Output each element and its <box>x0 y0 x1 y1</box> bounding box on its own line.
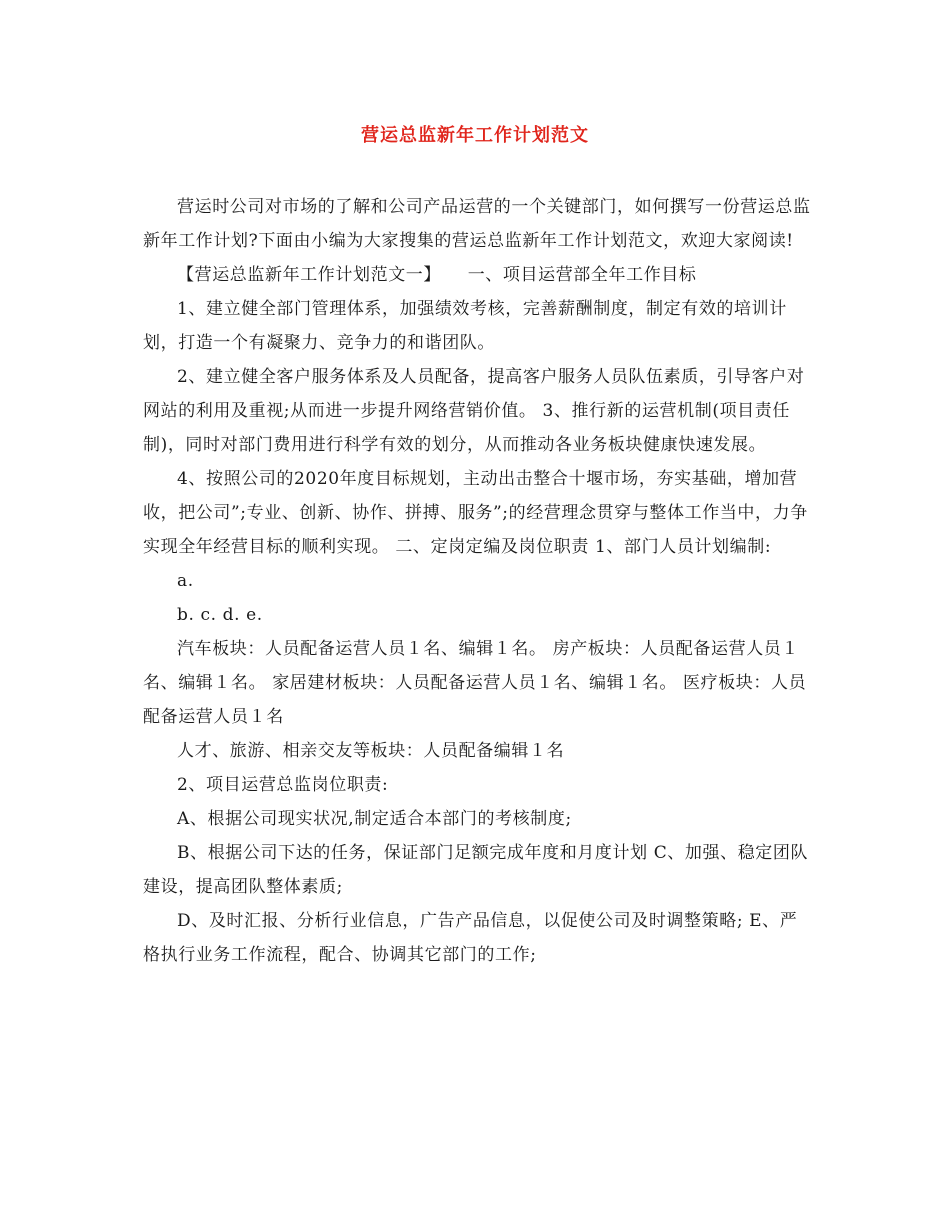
paragraph-list-a: a. <box>177 571 194 591</box>
paragraph-goal-4: 4、按照公司的2020年度目标规划，主动出击整合十堰市场，夯实基础，增加营收，把公司”;专业、创新、协作、拼搏、服务”;的经营理念贯穿与整体工作当中，力争实现全年经营目标的顺利实现。 二、定岗定编及岗位职责 1、部门人员计划编制: <box>143 469 808 557</box>
document-title: 营运总监新年工作计划范文 <box>361 125 589 146</box>
paragraph-section-heading: 【营运总监新年工作计划范文一】 一、项目运营部全年工作目标 <box>177 265 697 285</box>
paragraph-duties-heading: 2、项目运营总监岗位职责: <box>177 775 389 795</box>
paragraph-goal-1: 1、建立健全部门管理体系，加强绩效考核，完善薪酬制度，制定有效的培训计划，打造一个有凝聚力、竞争力的和谐团队。 <box>143 299 787 353</box>
paragraph-staffing: 汽车板块：人员配备运营人员１名、编辑１名。 房产板块：人员配备运营人员１名、编辑１名。 家居建材板块：人员配备运营人员１名、编辑１名。 医疗板块：人员配备运营人员１名 <box>143 639 807 727</box>
paragraph-duty-d-e: D、及时汇报、分析行业信息，广告产品信息，以促使公司及时调整策略; E、严格执行业务工作流程，配合、协调其它部门的工作; <box>143 911 798 965</box>
paragraph-goal-2-3: 2、建立健全客户服务体系及人员配备，提高客户服务人员队伍素质，引导客户对网站的利用及重视;从而进一步提升网络营销价值。 3、推行新的运营机制(项目责任制)，同时对部门费用进行科学有效的划分，从而推动各业务板块健康快速发展。 <box>143 367 805 455</box>
document-body <box>143 190 813 972</box>
paragraph-staffing-other: 人才、旅游、相亲交友等板块：人员配备编辑１名 <box>177 741 565 761</box>
paragraph-duty-a: A、根据公司现实状况,制定适合本部门的考核制度; <box>177 809 572 829</box>
paragraph-list-b-e: b. c. d. e. <box>177 605 263 625</box>
paragraph-duty-b-c: B、根据公司下达的任务，保证部门足额完成年度和月度计划 C、加强、稳定团队建设，提高团队整体素质; <box>143 843 809 897</box>
paragraph-intro: 营运时公司对市场的了解和公司产品运营的一个关键部门，如何撰写一份营运总监新年工作计划?下面由小编为大家搜集的营运总监新年工作计划范文，欢迎大家阅读! <box>143 197 811 251</box>
